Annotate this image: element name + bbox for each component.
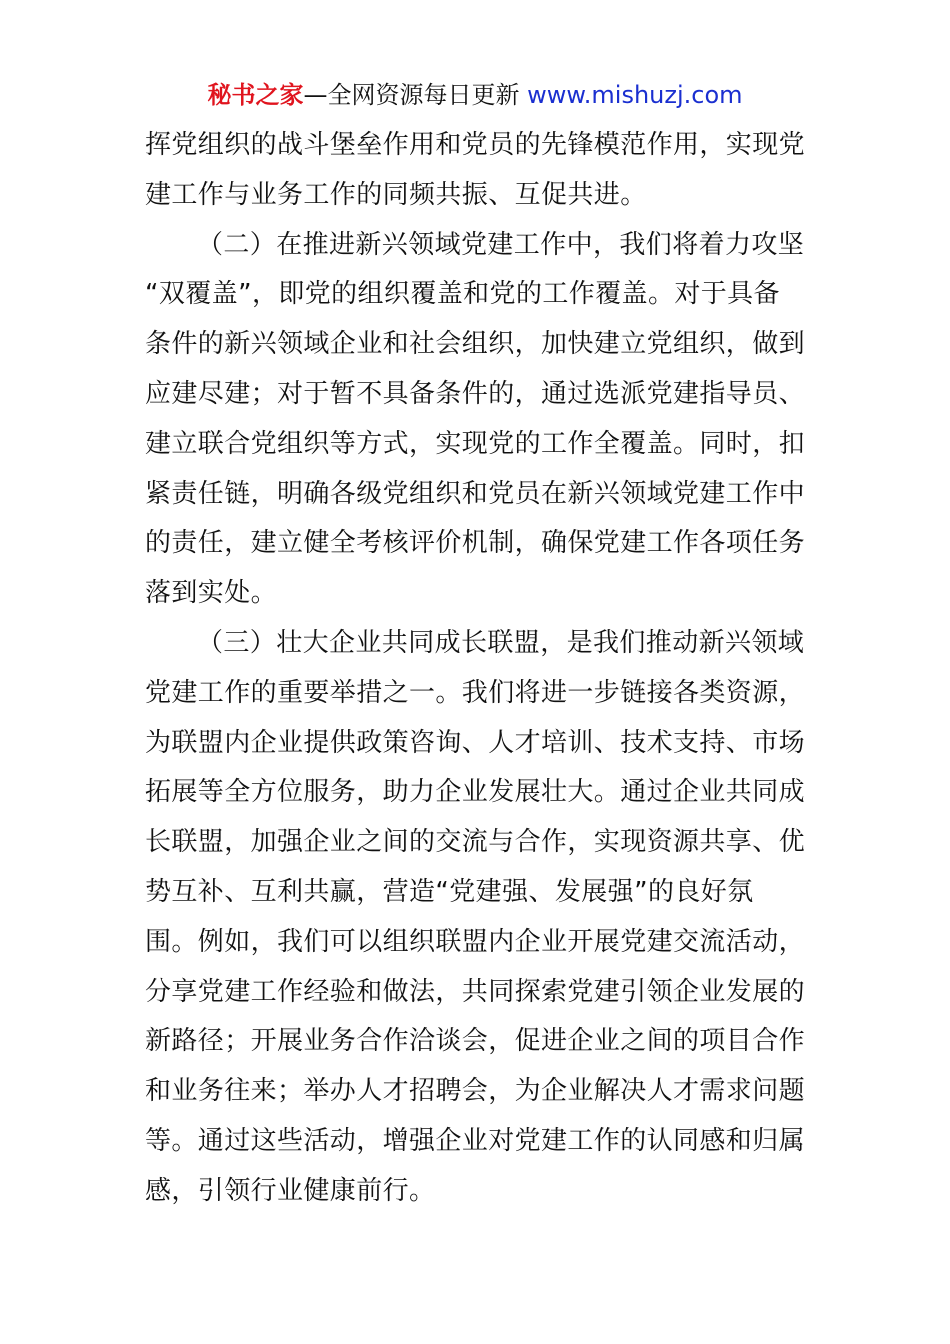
text-line: 建立联合党组织等方式，实现党的工作全覆盖。同时，扣: [145, 428, 806, 459]
text-line: 为联盟内企业提供政策咨询、人才培训、技术支持、市场: [145, 727, 806, 758]
text-line: 挥党组织的战斗堡垒作用和党员的先锋模范作用，实现党: [145, 130, 806, 160]
paragraph-start-line: （三）壮大企业共同成长联盟，是我们推动新兴领域: [197, 627, 805, 658]
text-line: 围。例如，我们可以组织联盟内企业开展党建交流活动，: [145, 926, 806, 957]
text-line: 势互补、互利共赢，营造“党建强、发展强”的良好氛: [145, 876, 754, 907]
text-line: 等。通过这些活动，增强企业对党建工作的认同感和归属: [145, 1125, 806, 1156]
text-line: 新路径；开展业务合作洽谈会，促进企业之间的项目合作: [145, 1026, 806, 1057]
text-line: 建工作与业务工作的同频共振、互促共进。: [145, 179, 647, 210]
page-header: [0, 78, 950, 112]
text-line: 应建尽建；对于暂不具备条件的，通过选派党建指导员、: [145, 378, 806, 409]
header-tagline: —全网资源每日更新: [303, 81, 520, 109]
text-line: 紧责任链，明确各级党组织和党员在新兴领域党建工作中: [145, 478, 806, 509]
brand-name: 秘书之家: [207, 81, 304, 109]
text-line: 长联盟，加强企业之间的交流与合作，实现资源共享、优: [145, 827, 806, 858]
text-line: “双覆盖”，即党的组织覆盖和党的工作覆盖。对于具备: [145, 279, 780, 310]
paragraph-start-line: （二）在推进新兴领域党建工作中，我们将着力攻坚: [197, 229, 805, 260]
site-url[interactable]: www.mishuzj.com: [527, 81, 743, 109]
text-line: 党建工作的重要举措之一。我们将进一步链接各类资源，: [145, 677, 806, 708]
text-line: 的责任，建立健全考核评价机制，确保党建工作各项任务: [145, 528, 806, 559]
text-line: 落到实处。: [145, 578, 278, 609]
text-line: 条件的新兴领域企业和社会组织，加快建立党组织，做到: [145, 329, 806, 360]
text-line: 分享党建工作经验和做法，共同探索党建引领企业发展的: [145, 976, 806, 1007]
text-line: 拓展等全方位服务，助力企业发展壮大。通过企业共同成: [145, 777, 806, 808]
text-line: 和业务往来；举办人才招聘会，为企业解决人才需求问题: [145, 1076, 806, 1107]
text-line: 感，引领行业健康前行。: [145, 1175, 436, 1206]
document-body: [145, 121, 808, 1217]
